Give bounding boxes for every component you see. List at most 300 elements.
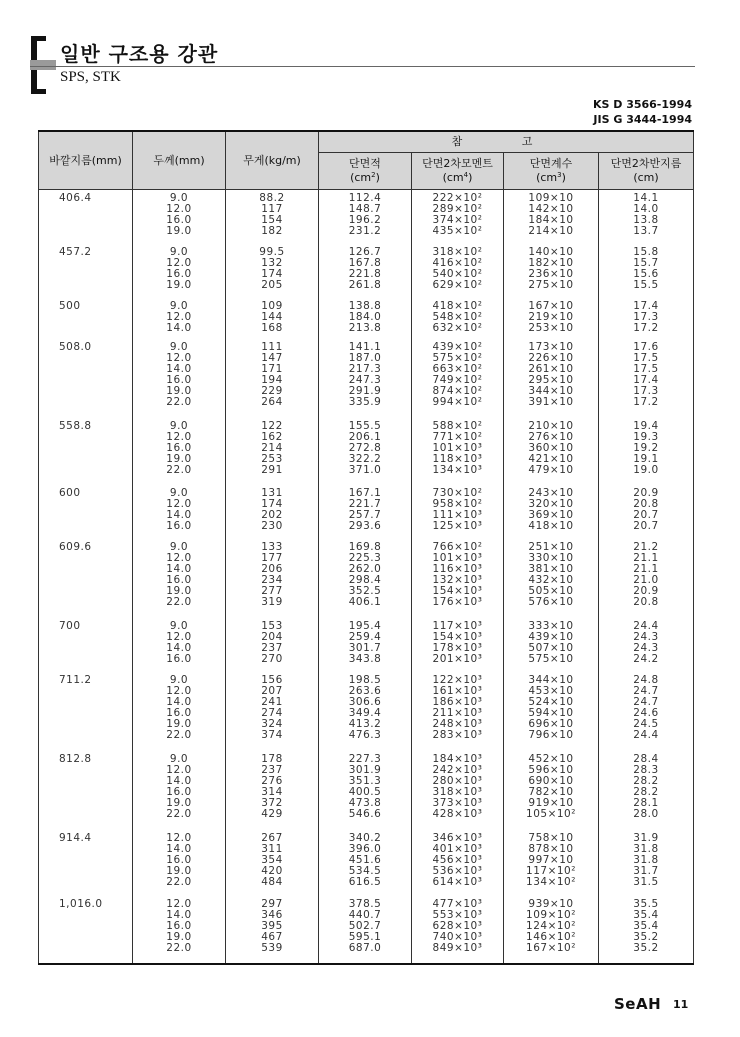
area-cell bbox=[319, 244, 412, 298]
moi-value: 283×10³ bbox=[432, 728, 483, 741]
moi-value: 401×10³ bbox=[432, 842, 483, 855]
modulus-value: 391×10 bbox=[528, 396, 574, 409]
modulus-value: 167×10 bbox=[528, 299, 574, 312]
radius-value: 28.1 bbox=[633, 796, 659, 809]
moi-value: 161×10³ bbox=[432, 684, 483, 697]
thickness-value: 9.0 bbox=[169, 245, 189, 258]
outer-diameter-cell: 609.6 bbox=[39, 539, 133, 618]
modulus-value: 182×10 bbox=[528, 256, 574, 269]
radius-value: 35.4 bbox=[633, 920, 659, 933]
radius-value: 31.8 bbox=[633, 853, 659, 866]
moi-cell bbox=[412, 896, 504, 964]
radius-value: 24.8 bbox=[633, 673, 659, 686]
weight-cell bbox=[226, 830, 319, 897]
table-row bbox=[39, 190, 694, 244]
page-number: 11 bbox=[673, 998, 689, 1011]
radius-value: 17.5 bbox=[633, 352, 659, 365]
weight-value: 264 bbox=[261, 396, 283, 409]
moi-value: 201×10³ bbox=[432, 652, 483, 665]
table-row bbox=[39, 672, 694, 751]
area-value: 335.9 bbox=[348, 396, 382, 409]
modulus-value: 418×10 bbox=[528, 519, 574, 532]
modulus-value: 124×10² bbox=[526, 920, 576, 933]
thickness-value: 9.0 bbox=[169, 299, 189, 312]
weight-value: 147 bbox=[261, 352, 283, 365]
moi-value: 122×10³ bbox=[432, 673, 483, 686]
modulus-value: 140×10 bbox=[528, 245, 574, 258]
radius-value: 28.2 bbox=[633, 785, 659, 798]
weight-value: 354 bbox=[261, 853, 283, 866]
table-row bbox=[39, 751, 694, 830]
radius-value: 20.7 bbox=[633, 519, 659, 532]
radius-value: 15.8 bbox=[633, 245, 659, 258]
area-cell bbox=[319, 339, 412, 418]
outer-diameter-cell: 406.4 bbox=[39, 190, 133, 244]
weight-value: 132 bbox=[261, 256, 283, 269]
radius-value: 20.9 bbox=[633, 584, 659, 597]
area-value: 352.5 bbox=[348, 584, 382, 597]
radius-value: 21.1 bbox=[633, 562, 659, 575]
thickness-value: 12.0 bbox=[166, 551, 192, 564]
moi-value: 456×10³ bbox=[432, 853, 483, 866]
thickness-value: 16.0 bbox=[166, 652, 192, 665]
area-value: 263.6 bbox=[348, 684, 382, 697]
thickness-value: 22.0 bbox=[166, 396, 192, 409]
thickness-value: 12.0 bbox=[166, 898, 192, 911]
modulus-label: 단면계수 bbox=[529, 157, 573, 171]
moi-value: 211×10³ bbox=[432, 706, 483, 719]
thickness-value: 12.0 bbox=[166, 684, 192, 697]
outer-diameter-cell: 1,016.0 bbox=[39, 896, 133, 964]
thickness-cell bbox=[133, 339, 226, 418]
area-value: 291.9 bbox=[348, 385, 382, 398]
area-cell bbox=[319, 672, 412, 751]
weight-value: 162 bbox=[261, 431, 283, 444]
moi-cell bbox=[412, 672, 504, 751]
table-row bbox=[39, 244, 694, 298]
weight-value: 133 bbox=[261, 540, 283, 553]
area-value: 343.8 bbox=[348, 652, 382, 665]
area-value: 616.5 bbox=[348, 875, 382, 888]
outer-diameter-cell: 558.8 bbox=[39, 418, 133, 485]
weight-value: 182 bbox=[261, 225, 283, 237]
moi-cell bbox=[412, 244, 504, 298]
table-row bbox=[39, 418, 694, 485]
area-value: 502.7 bbox=[348, 920, 382, 933]
weight-value: 395 bbox=[261, 920, 283, 933]
moi-value: 416×10² bbox=[432, 256, 483, 269]
radius-value: 17.3 bbox=[633, 310, 659, 323]
moi-value: 117×10³ bbox=[432, 619, 483, 632]
area-value: 351.3 bbox=[348, 774, 382, 787]
radius-cell bbox=[599, 618, 694, 672]
weight-value: 131 bbox=[261, 486, 283, 499]
thickness-value: 14.0 bbox=[166, 842, 192, 855]
moi-value: 629×10² bbox=[432, 278, 483, 291]
area-value: 262.0 bbox=[348, 562, 382, 575]
radius-value: 24.4 bbox=[633, 619, 659, 632]
weight-value: 204 bbox=[261, 630, 283, 643]
thickness-value: 14.0 bbox=[166, 508, 192, 521]
radius-value: 24.7 bbox=[633, 684, 659, 697]
weight-value: 171 bbox=[261, 363, 283, 376]
modulus-value: 524×10 bbox=[528, 695, 574, 708]
modulus-value: 758×10 bbox=[528, 831, 574, 844]
modulus-value: 251×10 bbox=[528, 540, 574, 553]
weight-value: 230 bbox=[261, 519, 283, 532]
weight-value: 202 bbox=[261, 508, 283, 521]
modulus-value: 507×10 bbox=[528, 641, 574, 654]
modulus-value: 421×10 bbox=[528, 453, 574, 466]
radius-value: 19.4 bbox=[633, 420, 659, 433]
thickness-value: 19.0 bbox=[166, 864, 192, 877]
radius-value: 31.5 bbox=[633, 875, 659, 888]
area-value: 371.0 bbox=[348, 464, 382, 477]
thickness-value: 9.0 bbox=[169, 486, 189, 499]
weight-value: 194 bbox=[261, 374, 283, 387]
radius-value: 24.7 bbox=[633, 695, 659, 708]
col-header-radius bbox=[599, 153, 694, 190]
radius-cell bbox=[599, 339, 694, 418]
weight-value: 206 bbox=[261, 562, 283, 575]
weight-cell bbox=[226, 190, 319, 244]
radius-value: 13.7 bbox=[633, 225, 659, 237]
radius-value: 15.5 bbox=[633, 278, 659, 291]
area-cell bbox=[319, 298, 412, 339]
area-value: 257.7 bbox=[348, 508, 382, 521]
weight-value: 178 bbox=[261, 752, 283, 765]
thickness-value: 22.0 bbox=[166, 942, 192, 955]
weight-value: 467 bbox=[261, 931, 283, 944]
area-value: 112.4 bbox=[348, 192, 382, 204]
moi-value: 242×10³ bbox=[432, 763, 483, 776]
modulus-value: 275×10 bbox=[528, 278, 574, 291]
modulus-value: 360×10 bbox=[528, 442, 574, 455]
thickness-value: 16.0 bbox=[166, 374, 192, 387]
thickness-value: 22.0 bbox=[166, 807, 192, 820]
area-value: 340.2 bbox=[348, 831, 382, 844]
modulus-cell bbox=[504, 298, 599, 339]
table-row bbox=[39, 485, 694, 539]
radius-value: 17.4 bbox=[633, 299, 659, 312]
thickness-value: 16.0 bbox=[166, 267, 192, 280]
radius-value: 28.2 bbox=[633, 774, 659, 787]
thickness-value: 16.0 bbox=[166, 920, 192, 933]
modulus-value: 219×10 bbox=[528, 310, 574, 323]
thickness-cell bbox=[133, 539, 226, 618]
modulus-cell bbox=[504, 751, 599, 830]
radius-cell bbox=[599, 298, 694, 339]
area-value: 231.2 bbox=[348, 225, 382, 237]
radius-value: 20.7 bbox=[633, 508, 659, 521]
thickness-value: 14.0 bbox=[166, 562, 192, 575]
area-value: 167.8 bbox=[348, 256, 382, 269]
weight-value: 374 bbox=[261, 728, 283, 741]
weight-cell bbox=[226, 672, 319, 751]
thickness-value: 19.0 bbox=[166, 453, 192, 466]
area-value: 406.1 bbox=[348, 595, 382, 608]
radius-value: 24.4 bbox=[633, 728, 659, 741]
thickness-value: 9.0 bbox=[169, 341, 189, 354]
weight-value: 122 bbox=[261, 420, 283, 433]
weight-value: 229 bbox=[261, 385, 283, 398]
table-row bbox=[39, 298, 694, 339]
page-title: 일반 구조용 강관 bbox=[60, 42, 219, 66]
weight-value: 420 bbox=[261, 864, 283, 877]
thickness-value: 16.0 bbox=[166, 785, 192, 798]
area-value: 225.3 bbox=[348, 551, 382, 564]
moi-value: 346×10³ bbox=[432, 831, 483, 844]
area-value: 184.0 bbox=[348, 310, 382, 323]
moi-value: 101×10³ bbox=[432, 442, 483, 455]
moi-cell bbox=[412, 485, 504, 539]
header-bracket-top-horizontal bbox=[31, 36, 46, 41]
modulus-value: 146×10² bbox=[526, 931, 576, 944]
moi-label: 단면2차모멘트 bbox=[422, 157, 493, 171]
area-value: 221.8 bbox=[348, 267, 382, 280]
area-cell bbox=[319, 896, 412, 964]
radius-cell bbox=[599, 244, 694, 298]
thickness-value: 9.0 bbox=[169, 619, 189, 632]
radius-cell bbox=[599, 418, 694, 485]
modulus-value: 439×10 bbox=[528, 630, 574, 643]
col-header-od: 바깥지름(mm) bbox=[39, 131, 133, 190]
thickness-value: 12.0 bbox=[166, 431, 192, 444]
pipe-spec-table bbox=[38, 130, 694, 965]
thickness-value: 16.0 bbox=[166, 214, 192, 226]
modulus-cell bbox=[504, 672, 599, 751]
radius-value: 17.4 bbox=[633, 374, 659, 387]
thickness-cell bbox=[133, 830, 226, 897]
modulus-value: 939×10 bbox=[528, 898, 574, 911]
area-value: 167.1 bbox=[348, 486, 382, 499]
area-cell bbox=[319, 751, 412, 830]
moi-cell bbox=[412, 190, 504, 244]
thickness-value: 19.0 bbox=[166, 584, 192, 597]
weight-cell bbox=[226, 751, 319, 830]
col-header-modulus: 단면계수 $(cm^3)$ bbox=[504, 153, 599, 190]
area-value: 196.2 bbox=[348, 214, 382, 226]
thickness-value: 19.0 bbox=[166, 225, 192, 237]
col-header-thickness: 두께(mm) bbox=[133, 131, 226, 190]
weight-value: 429 bbox=[261, 807, 283, 820]
radius-cell bbox=[599, 539, 694, 618]
weight-cell bbox=[226, 298, 319, 339]
radius-value: 20.8 bbox=[633, 497, 659, 510]
moi-value: 134×10³ bbox=[432, 464, 483, 477]
moi-value: 289×10² bbox=[432, 203, 483, 215]
modulus-value: 505×10 bbox=[528, 584, 574, 597]
thickness-value: 12.0 bbox=[166, 831, 192, 844]
weight-value: 276 bbox=[261, 774, 283, 787]
radius-value: 21.0 bbox=[633, 573, 659, 586]
modulus-value: 276×10 bbox=[528, 431, 574, 444]
weight-value: 237 bbox=[261, 763, 283, 776]
area-unit: (cm bbox=[350, 171, 372, 184]
weight-value: 291 bbox=[261, 464, 283, 477]
radius-cell bbox=[599, 485, 694, 539]
modulus-cell bbox=[504, 244, 599, 298]
area-value: 440.7 bbox=[348, 909, 382, 922]
weight-value: 274 bbox=[261, 706, 283, 719]
weight-value: 314 bbox=[261, 785, 283, 798]
area-value: 169.8 bbox=[348, 540, 382, 553]
radius-value: 19.3 bbox=[633, 431, 659, 444]
moi-value: 477×10³ bbox=[432, 898, 483, 911]
thickness-value: 9.0 bbox=[169, 420, 189, 433]
weight-value: 154 bbox=[261, 214, 283, 226]
radius-cell bbox=[599, 751, 694, 830]
area-value: 141.1 bbox=[348, 341, 382, 354]
weight-value: 205 bbox=[261, 278, 283, 291]
weight-value: 277 bbox=[261, 584, 283, 597]
moi-value: 184×10³ bbox=[432, 752, 483, 765]
weight-value: 207 bbox=[261, 684, 283, 697]
modulus-value: 878×10 bbox=[528, 842, 574, 855]
modulus-value: 253×10 bbox=[528, 321, 574, 334]
radius-value: 35.2 bbox=[633, 931, 659, 944]
moi-unit: (cm bbox=[442, 171, 464, 184]
moi-value: 614×10³ bbox=[432, 875, 483, 888]
modulus-cell bbox=[504, 830, 599, 897]
outer-diameter-cell: 600 bbox=[39, 485, 133, 539]
radius-unit: (cm) bbox=[633, 171, 659, 184]
radius-cell bbox=[599, 190, 694, 244]
modulus-cell bbox=[504, 485, 599, 539]
radius-value: 24.6 bbox=[633, 706, 659, 719]
weight-value: 297 bbox=[261, 898, 283, 911]
weight-value: 311 bbox=[261, 842, 283, 855]
area-value: 221.7 bbox=[348, 497, 382, 510]
radius-cell bbox=[599, 672, 694, 751]
radius-value: 17.3 bbox=[633, 385, 659, 398]
moi-value: 154×10³ bbox=[432, 630, 483, 643]
weight-cell bbox=[226, 485, 319, 539]
area-value: 293.6 bbox=[348, 519, 382, 532]
moi-value: 373×10³ bbox=[432, 796, 483, 809]
moi-value: 125×10³ bbox=[432, 519, 483, 532]
area-cell bbox=[319, 830, 412, 897]
weight-value: 99.5 bbox=[259, 245, 285, 258]
weight-cell bbox=[226, 244, 319, 298]
area-value: 155.5 bbox=[348, 420, 382, 433]
thickness-value: 12.0 bbox=[166, 352, 192, 365]
outer-diameter-cell: 457.2 bbox=[39, 244, 133, 298]
radius-value: 35.5 bbox=[633, 898, 659, 911]
modulus-value: 109×10 bbox=[528, 192, 574, 204]
outer-diameter-cell: 914.4 bbox=[39, 830, 133, 897]
moi-value: 222×10² bbox=[432, 192, 483, 204]
radius-value: 14.0 bbox=[633, 203, 659, 215]
weight-value: 267 bbox=[261, 831, 283, 844]
radius-value: 21.1 bbox=[633, 551, 659, 564]
radius-value: 17.6 bbox=[633, 341, 659, 354]
radius-value: 17.5 bbox=[633, 363, 659, 376]
moi-value: 186×10³ bbox=[432, 695, 483, 708]
thickness-cell bbox=[133, 418, 226, 485]
radius-value: 20.9 bbox=[633, 486, 659, 499]
thickness-value: 9.0 bbox=[169, 752, 189, 765]
area-value: 476.3 bbox=[348, 728, 382, 741]
area-value: 217.3 bbox=[348, 363, 382, 376]
moi-value: 575×10² bbox=[432, 352, 483, 365]
moi-value: 588×10² bbox=[432, 420, 483, 433]
thickness-value: 12.0 bbox=[166, 256, 192, 269]
moi-value: 111×10³ bbox=[432, 508, 483, 521]
modulus-cell bbox=[504, 339, 599, 418]
thickness-value: 12.0 bbox=[166, 630, 192, 643]
weight-value: 174 bbox=[261, 497, 283, 510]
thickness-cell bbox=[133, 190, 226, 244]
table-row bbox=[39, 830, 694, 897]
area-value: 534.5 bbox=[348, 864, 382, 877]
area-value: 413.2 bbox=[348, 717, 382, 730]
thickness-value: 16.0 bbox=[166, 573, 192, 586]
moi-cell bbox=[412, 618, 504, 672]
radius-value: 28.4 bbox=[633, 752, 659, 765]
thickness-value: 19.0 bbox=[166, 385, 192, 398]
thickness-value: 12.0 bbox=[166, 203, 192, 215]
weight-value: 241 bbox=[261, 695, 283, 708]
area-value: 298.4 bbox=[348, 573, 382, 586]
radius-value: 31.8 bbox=[633, 842, 659, 855]
modulus-value: 173×10 bbox=[528, 341, 574, 354]
area-value: 546.6 bbox=[348, 807, 382, 820]
weight-value: 484 bbox=[261, 875, 283, 888]
modulus-cell bbox=[504, 896, 599, 964]
moi-value: 740×10³ bbox=[432, 931, 483, 944]
weight-cell bbox=[226, 539, 319, 618]
modulus-value: 184×10 bbox=[528, 214, 574, 226]
header-gray-tab bbox=[30, 60, 56, 70]
weight-cell bbox=[226, 339, 319, 418]
moi-value: 548×10² bbox=[432, 310, 483, 323]
weight-value: 346 bbox=[261, 909, 283, 922]
thickness-value: 9.0 bbox=[169, 192, 189, 204]
modulus-value: 344×10 bbox=[528, 673, 574, 686]
area-value: 227.3 bbox=[348, 752, 382, 765]
area-value: 322.2 bbox=[348, 453, 382, 466]
modulus-value: 796×10 bbox=[528, 728, 574, 741]
outer-diameter-cell: 812.8 bbox=[39, 751, 133, 830]
table-body bbox=[39, 190, 694, 965]
thickness-cell bbox=[133, 751, 226, 830]
modulus-value: 226×10 bbox=[528, 352, 574, 365]
moi-value: 632×10² bbox=[432, 321, 483, 334]
thickness-value: 14.0 bbox=[166, 641, 192, 654]
area-value: 349.4 bbox=[348, 706, 382, 719]
moi-value: 435×10² bbox=[432, 225, 483, 237]
modulus-value: 381×10 bbox=[528, 562, 574, 575]
area-value: 259.4 bbox=[348, 630, 382, 643]
area-value: 272.8 bbox=[348, 442, 382, 455]
radius-value: 28.0 bbox=[633, 807, 659, 820]
modulus-value: 576×10 bbox=[528, 595, 574, 608]
thickness-value: 19.0 bbox=[166, 278, 192, 291]
radius-value: 17.2 bbox=[633, 396, 659, 409]
moi-value: 749×10² bbox=[432, 374, 483, 387]
radius-value: 24.5 bbox=[633, 717, 659, 730]
modulus-value: 432×10 bbox=[528, 573, 574, 586]
radius-value: 24.2 bbox=[633, 652, 659, 665]
radius-value: 15.6 bbox=[633, 267, 659, 280]
weight-value: 174 bbox=[261, 267, 283, 280]
modulus-value: 330×10 bbox=[528, 551, 574, 564]
moi-value: 628×10³ bbox=[432, 920, 483, 933]
weight-value: 111 bbox=[261, 341, 283, 354]
area-value: 378.5 bbox=[348, 898, 382, 911]
moi-value: 536×10³ bbox=[432, 864, 483, 877]
